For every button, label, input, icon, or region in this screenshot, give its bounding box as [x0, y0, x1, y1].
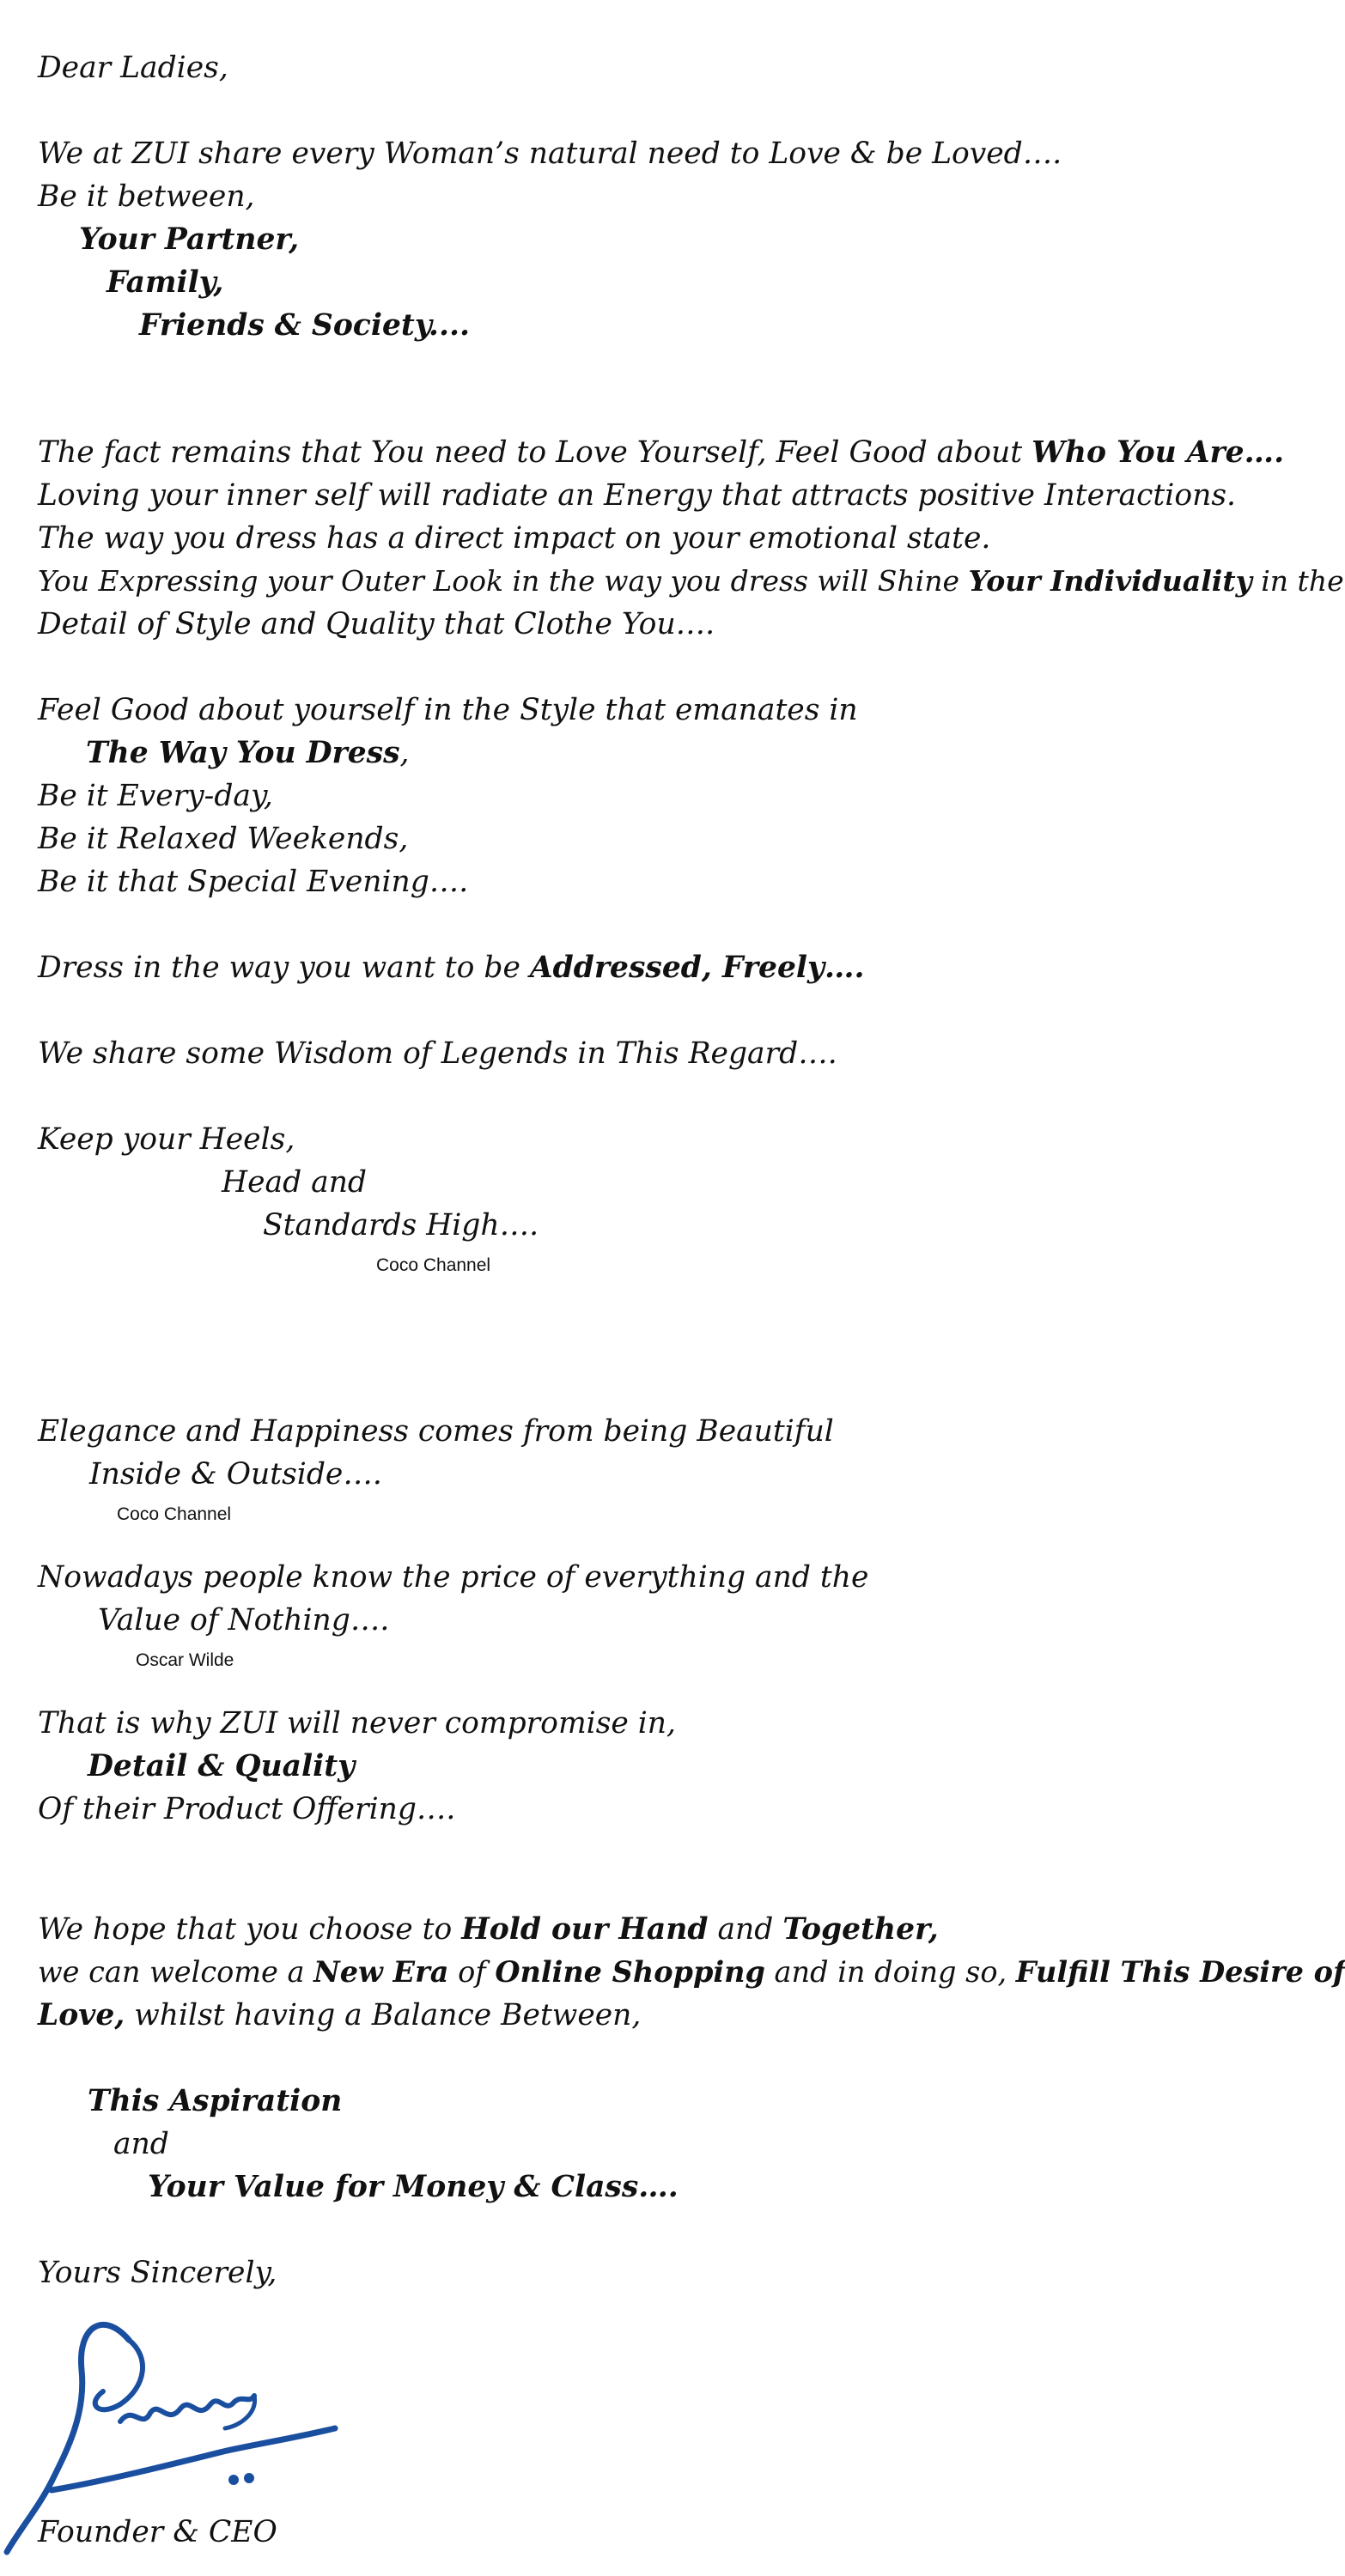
para2-line-5: Detail of Style and Quality that Clothe You….	[38, 607, 715, 641]
para6-l2-a: we can welcome a	[38, 1955, 314, 1989]
signer-title: Founder & CEO	[38, 2515, 277, 2549]
para6-l3-b: whilst having a Balance Between,	[125, 1998, 642, 2032]
quote1-line-3: Standards High….	[263, 1208, 539, 1242]
quote1-line-2: Head and	[222, 1165, 367, 1200]
closing-value: Your Value for Money & Class….	[148, 2170, 679, 2204]
para6-l2-c: of	[448, 1955, 496, 1989]
intro-line-1: We at ZUI share every Woman’s natural need to Love & be Loved….	[38, 137, 1062, 171]
para6-line-1	[38, 1912, 939, 1947]
intro-partner: Your Partner,	[79, 222, 300, 257]
para2-line-4-end: in the	[1251, 564, 1344, 598]
para4-text: Dress in the way you want to be	[38, 951, 530, 985]
quote1-line-1: Keep your Heels,	[38, 1122, 295, 1157]
para2-line-1-text: The fact remains that You need to Love Yourself, Feel Good about	[38, 435, 1032, 470]
para2-line-1-bold: Who You Are….	[1032, 435, 1285, 470]
signature-dot-1	[230, 2476, 237, 2483]
para6-l1-c: and	[708, 1912, 783, 1947]
quote3-line-2: Value of Nothing….	[98, 1603, 390, 1637]
signature-letters-stroke	[120, 2396, 254, 2421]
intro-line-2: Be it between,	[38, 179, 255, 214]
signature-dot-2	[246, 2475, 253, 2482]
para3-line-4: Be it Relaxed Weekends,	[38, 822, 409, 856]
para2-line-4-bold: Your Individuality	[968, 564, 1252, 598]
para4-bold: Addressed, Freely….	[529, 951, 865, 985]
wisdom-intro: We share some Wisdom of Legends in This Regard….	[38, 1036, 837, 1071]
intro-friends: Friends & Society....	[139, 308, 470, 343]
para4-line	[38, 953, 865, 983]
para5-line-2: Detail & Quality	[88, 1749, 356, 1783]
para6-l2-f: Fulfill This Desire of	[1015, 1955, 1345, 1989]
closing-aspiration: This Aspiration	[88, 2084, 343, 2118]
quote3-line-1: Nowadays people know the price of everything and the	[38, 1560, 869, 1595]
para6-l1-a: We hope that you choose to	[38, 1912, 462, 1947]
para3-line-5: Be it that Special Evening….	[38, 865, 469, 899]
para5-line-1: That is why ZUI will never compromise in,	[38, 1706, 676, 1741]
para6-l2-d: Online Shopping	[495, 1955, 765, 1989]
para6-l2-e: and in doing so,	[764, 1955, 1016, 1989]
para6-line-3	[38, 1998, 642, 2032]
para2-line-4-text: You Expressing your Outer Look in the way you dress will Shine	[38, 564, 969, 598]
quote2-author: Coco Channel	[117, 1504, 232, 1524]
signature-upper-stroke	[95, 2340, 143, 2409]
salutation: Dear Ladies,	[38, 51, 228, 85]
para2-line-3: The way you dress has a direct impact on your emotional state.	[38, 521, 991, 556]
quote3-author: Oscar Wilde	[136, 1650, 234, 1670]
quote1-author: Coco Channel	[376, 1255, 491, 1275]
para3-line-2-end: ,	[399, 736, 410, 770]
para2-line-2: Loving your inner self will radiate an Energy that attracts positive Interactions.	[38, 478, 1236, 513]
para6-l2-b: New Era	[313, 1955, 449, 1989]
para3-line-2	[86, 738, 409, 769]
para3-line-3: Be it Every-day,	[38, 779, 273, 813]
para6-line-2	[38, 1955, 1345, 1989]
para2-line-4	[38, 564, 1344, 598]
signoff: Yours Sincerely,	[38, 2256, 277, 2290]
para3-line-2-bold: The Way You Dress	[86, 736, 400, 770]
signature-baseline-stroke	[52, 2428, 335, 2490]
para6-l3-a: Love,	[38, 1998, 125, 2032]
para5-line-3: Of their Product Offering….	[38, 1792, 456, 1826]
quote2-line-2: Inside & Outside….	[89, 1457, 382, 1492]
quote2-line-1: Elegance and Happiness comes from being Beautiful	[38, 1414, 834, 1449]
para6-l1-b: Hold our Hand	[461, 1912, 709, 1947]
para6-l1-d: Together,	[782, 1912, 939, 1947]
closing-and: and	[113, 2127, 169, 2161]
intro-family: Family,	[107, 265, 224, 300]
para3-line-1: Feel Good about yourself in the Style that emanates in	[38, 693, 858, 727]
para2-line-1	[38, 435, 1285, 470]
